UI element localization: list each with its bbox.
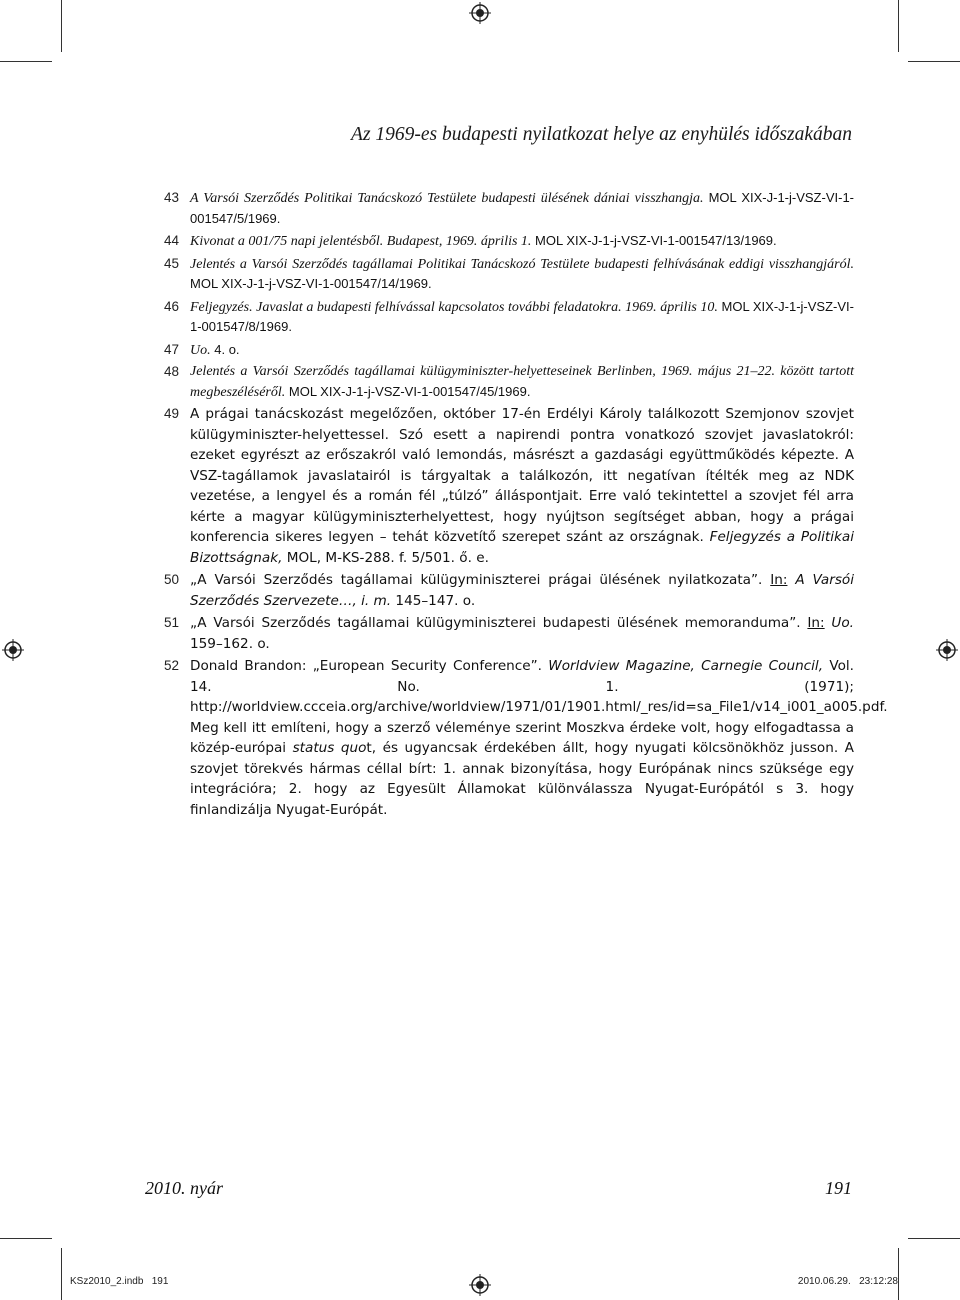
footnote-43 (164, 188, 854, 229)
footnote-text-run: Donald Brandon: „European Security Conference”. (190, 658, 549, 674)
registration-mark-icon (936, 639, 958, 661)
crop-mark-top-right (908, 61, 960, 62)
footnote-text-run: A prágai tanácskozást megelőzően, október 17-én Erdélyi Károly találkozott Szemjonov szovjet külügyminiszter-helyettessel. Szó esett a napirendi pontra vonatkozó szovjet javaslatokról: ezeket egyrészt az erőszakról való lemondás, másrészt a gazdasági együttműködés képezte. A VSZ-tagállamok javaslatairól is tárgyaltak a találkozón, itt negatívan ítélték meg az NDK vezetése, a lengyel és a román fél „túlzó” álláspontjait. Erre való tekintettel a szovjet fél arra kérte a magyar külügyminiszterhelyettest, hogy nyújtson segítséget abban, hogy a prágai konferencia sikeres legyen – tehát közvetítő szerepet szánt az országnak. (190, 406, 854, 545)
footnote-51 (164, 613, 854, 654)
footnote-number: 44 (164, 233, 180, 248)
footnote-46 (164, 297, 854, 338)
footnote-text-run: MOL XIX-J-1-j-VSZ-VI-1-001547/13/1969. (531, 233, 777, 248)
footnote-text-run: MOL, M-KS-288. f. 5/501. ő. e. (282, 549, 489, 566)
footnote-text-run: Uo. (824, 615, 854, 631)
running-title: Az 1969-es budapesti nyilatkozat helye az enyhülés időszakában (351, 124, 852, 145)
print-slug-file: KSz2010_2.indb 191 (70, 1276, 169, 1287)
footnote-text (190, 404, 854, 568)
footnote-text-run: Feljegyzés a Politikai Bizottságnak, (190, 529, 854, 566)
footnote-number: 48 (164, 364, 180, 379)
footnote-text-run: status quo (292, 740, 367, 756)
footnote-number: 50 (164, 572, 180, 587)
footnote-number: 52 (164, 658, 180, 673)
footnote-text (190, 297, 854, 338)
footnote-52 (164, 656, 888, 820)
footnote-text-run: Feljegyzés. Javaslat a budapesti felhívással kapcsolatos további feladatokra. 1969. április 10. (190, 299, 718, 315)
issue-label: 2010. nyár (145, 1178, 223, 1198)
footnote-text-run: 4. o. (210, 341, 240, 357)
footnote-text-run: „A Varsói Szerződés tagállamai külügyminiszterei budapesti ülésének memoranduma”. (190, 615, 808, 631)
footnote-text-run: 159–162. o. (190, 635, 270, 652)
footnote-text-run: A Varsói Szerződés Szervezete…, i. m. (190, 572, 855, 609)
footnote-text-run: Uo. (190, 342, 211, 358)
footnote-44 (164, 231, 854, 252)
registration-mark-icon (469, 1274, 491, 1296)
footnote-text-run: In: (807, 615, 825, 631)
footnote-text-run: MOL XIX-J-1-j-VSZ-VI-1-001547/5/1969. (190, 190, 855, 226)
footnote-text-run: MOL XIX-J-1-j-VSZ-VI-1-001547/45/1969. (285, 383, 531, 399)
registration-mark-icon (2, 639, 24, 661)
registration-mark-icon (469, 2, 491, 24)
footnote-number: 51 (164, 615, 180, 630)
crop-mark-bottom-left-vertical (61, 1248, 62, 1300)
crop-mark-bottom-right (908, 1238, 960, 1239)
footnote-text (190, 613, 854, 654)
footnote-48 (164, 362, 854, 402)
footnote-text (190, 656, 888, 820)
crop-mark-top-left (0, 61, 52, 62)
footnote-text (190, 231, 854, 252)
page-number: 191 (825, 1178, 852, 1198)
footnote-text (190, 340, 854, 361)
footnote-text-run: MOL XIX-J-1-j-VSZ-VI-1-001547/8/1969. (190, 298, 854, 334)
footnote-text-run: Worldview Magazine, Carnegie Council, (548, 658, 824, 674)
crop-mark-bottom-left (0, 1238, 52, 1239)
crop-mark-top-left-vertical (61, 0, 62, 52)
footnote-text-run: 145–147. o. (391, 592, 476, 609)
footnote-text (190, 362, 854, 402)
footnote-49 (164, 404, 854, 568)
footnote-text (190, 188, 854, 229)
footnote-47 (164, 340, 854, 361)
footnote-number: 45 (164, 255, 180, 271)
footnote-number: 46 (164, 298, 180, 314)
footnote-text-run: t, és ugyancsak érdekében állt, hogy nyugati kölcsönökhöz jusson. A szovjet törekvés hármas céllal bírt: 1. annak bizonyítása, hogy Európának nincs szüksége egy integrációra; 2. hogy az Egyesült Államokat különválassza Nyugat-Európától s 3. hogy finlandizálja Nyugat-Európát. (190, 740, 854, 818)
footnote-text-run: Kivonat a 001/75 napi jelentésből. Budapest, 1969. április 1. (190, 234, 532, 249)
footnote-text (190, 570, 854, 611)
footnotes (164, 186, 888, 820)
footnote-number: 43 (164, 190, 180, 205)
crop-mark-bottom-right-vertical (898, 1248, 899, 1300)
footnote-45 (164, 254, 854, 295)
crop-mark-top-right-vertical (898, 0, 899, 52)
footnote-number: 49 (164, 406, 180, 421)
footnote-text-run: In: (770, 572, 788, 588)
footnote-text-run: Vol. 14. No. 1. (1971); http://worldview.ccceia.org/archive/worldview/1971/01/1901.html/_res/id=sa_File1/v14_i001_a005.pdf. Meg kell itt említeni, hogy a szerző véleménye szerint Moszkva érdeke volt, hogy elfogadtassa a közép-európai (190, 658, 888, 756)
footnote-text-run: Jelentés a Varsói Szerződés tagállamai külügyminiszter-helyetteseinek Berlinben, 1969. május 21–22. között tartott megbeszéléséről. (190, 364, 854, 400)
footnote-text-run: „A Varsói Szerződés tagállamai külügyminiszterei prágai ülésének nyilatkozata”. (190, 572, 771, 588)
print-slug-datetime: 2010.06.29. 23:12:28 (797, 1276, 898, 1287)
footnote-text-run: Jelentés a Varsói Szerződés tagállamai Politikai Tanácskozó Testülete budapesti felhívásának eddigi visszhangjáról. (190, 256, 854, 272)
footnote-text-run: MOL XIX-J-1-j-VSZ-VI-1-001547/14/1969. (190, 276, 432, 291)
footnote-50 (164, 570, 854, 611)
footnote-number: 47 (164, 341, 180, 357)
footnote-text (190, 254, 854, 295)
footnote-text-run: A Varsói Szerződés Politikai Tanácskozó Testülete budapesti ülésének dániai visszhangja. (190, 191, 704, 206)
